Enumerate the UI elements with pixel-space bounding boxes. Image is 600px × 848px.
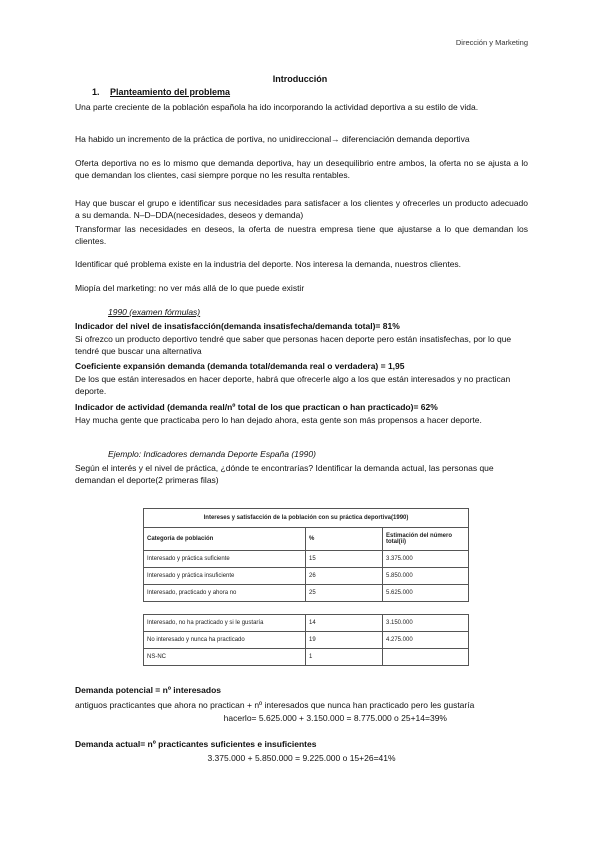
running-header: Dirección y Marketing [455, 38, 528, 47]
document-title: Introducción [272, 74, 328, 84]
table-row [144, 585, 469, 602]
exam-line-4: De los que están interesados en hacer deporte, habrá que ofrecerle algo a los que están interesados y no practican deporte. [75, 374, 511, 396]
paragraph-3: Oferta deportiva no es lo mismo que demanda deportiva, hay un desequilibrio entre ambos, la oferta no se ajusta a lo que demandan los clientes, casi siempre porque no les resulta rentables. [75, 158, 528, 180]
table-row [144, 615, 469, 632]
paragraph-5: Transformar las necesidades en deseos, la oferta de nuestra empresa tiene que ajustarse a lo que demandan los clientes. [75, 224, 528, 246]
col-header-category: Categoría de población [144, 528, 306, 551]
paragraph-6: Identificar qué problema existe en la industria del deporte. Nos interesa la demanda, nuestros clientes. [75, 259, 462, 269]
paragraph-7: Miopía del marketing: no ver más allá de lo que puede existir [75, 283, 305, 293]
potential-demand-line-2: hacerlo= 5.625.000 + 3.150.000 = 8.775.000 o 25+14=39% [223, 713, 447, 723]
paragraph-1: Una parte creciente de la población española ha ido incorporando la actividad deportiva a su estilo de vida. [75, 102, 479, 112]
table-cell: 5.850.000 [383, 568, 469, 585]
paragraph-2: Ha habido un incremento de la práctica de portiva, no unidireccional→ diferenciación demanda deportiva [75, 134, 470, 144]
table-cell: Interesado y práctica insuficiente [144, 568, 306, 585]
section-title: Planteamiento del problema [110, 87, 231, 97]
actual-demand-formula: 3.375.000 + 5.850.000 = 9.225.000 o 15+26=41% [207, 753, 396, 763]
interest-table-top [143, 508, 469, 602]
table-cell [383, 649, 469, 666]
table-row [144, 632, 469, 649]
col-header-percent: % [306, 528, 383, 551]
table-cell: Interesado, no ha practicado y si le gustaría [144, 615, 306, 632]
table-cell: 25 [306, 585, 383, 602]
table-cell: 3.150.000 [383, 615, 469, 632]
table-cell: No interesado y nunca ha practicado [144, 632, 306, 649]
table-cell: 14 [306, 615, 383, 632]
table-cell: 5.625.000 [383, 585, 469, 602]
potential-demand-heading: Demanda potencial = nº interesados [75, 685, 221, 695]
section-heading [92, 87, 230, 97]
section-number: 1. [92, 87, 100, 97]
exam-line-6: Hay mucha gente que practicaba pero lo han dejado ahora, esta gente son más propensos a hacer deporte. [75, 415, 482, 425]
table-cell: NS-NC [144, 649, 306, 666]
table-cell: 4.275.000 [383, 632, 469, 649]
table-cell: 3.375.000 [383, 551, 469, 568]
table-row [144, 551, 469, 568]
table-cell: Interesado, practicado y ahora no [144, 585, 306, 602]
exam-heading: 1990 (examen fórmulas) [108, 307, 201, 317]
exam-line-5: Indicador de actividad (demanda real/nº total de los que practican o han practicado)= 62% [75, 402, 438, 412]
example-question: Según el interés y el nivel de práctica, ¿dónde te encontrarías? Identificar la demanda actual, las personas que demandan el deporte(2 primeras filas) [75, 463, 494, 485]
col-header-estimate: Estimación del número total(ii) [383, 528, 469, 551]
potential-demand-line-1: antiguos practicantes que ahora no practican + nº interesados que nunca han practicado pero les gustaría [75, 700, 475, 710]
table-cell: 26 [306, 568, 383, 585]
exam-line-2: Si ofrezco un producto deportivo tendré que saber que personas hacen deporte pero están insatisfechas, por lo que tendré que buscar una alternativa [75, 334, 512, 356]
example-heading: Ejemplo: Indicadores demanda Deporte España (1990) [108, 449, 316, 459]
table-row [144, 649, 469, 666]
table-caption: Intereses y satisfacción de la población con su práctica deportiva(1990) [144, 509, 469, 528]
interest-table-bottom [143, 614, 469, 666]
actual-demand-heading: Demanda actual= nº practicantes suficientes e insuficientes [75, 739, 317, 749]
table-cell: 1 [306, 649, 383, 666]
table-cell: Interesado y práctica suficiente [144, 551, 306, 568]
table-row [144, 568, 469, 585]
table-cell: 19 [306, 632, 383, 649]
exam-line-1: Indicador del nivel de insatisfacción(demanda insatisfecha/demanda total)= 81% [75, 321, 400, 331]
exam-line-3: Coeficiente expansión demanda (demanda total/demanda real o verdadera) = 1,95 [75, 361, 405, 371]
paragraph-4: Hay que buscar el grupo e identificar sus necesidades para satisfacer a los clientes y ofrecerles un producto adecuado a su demanda. N–D–DDA(necesidades, deseos y demanda) [75, 198, 528, 220]
table-cell: 15 [306, 551, 383, 568]
